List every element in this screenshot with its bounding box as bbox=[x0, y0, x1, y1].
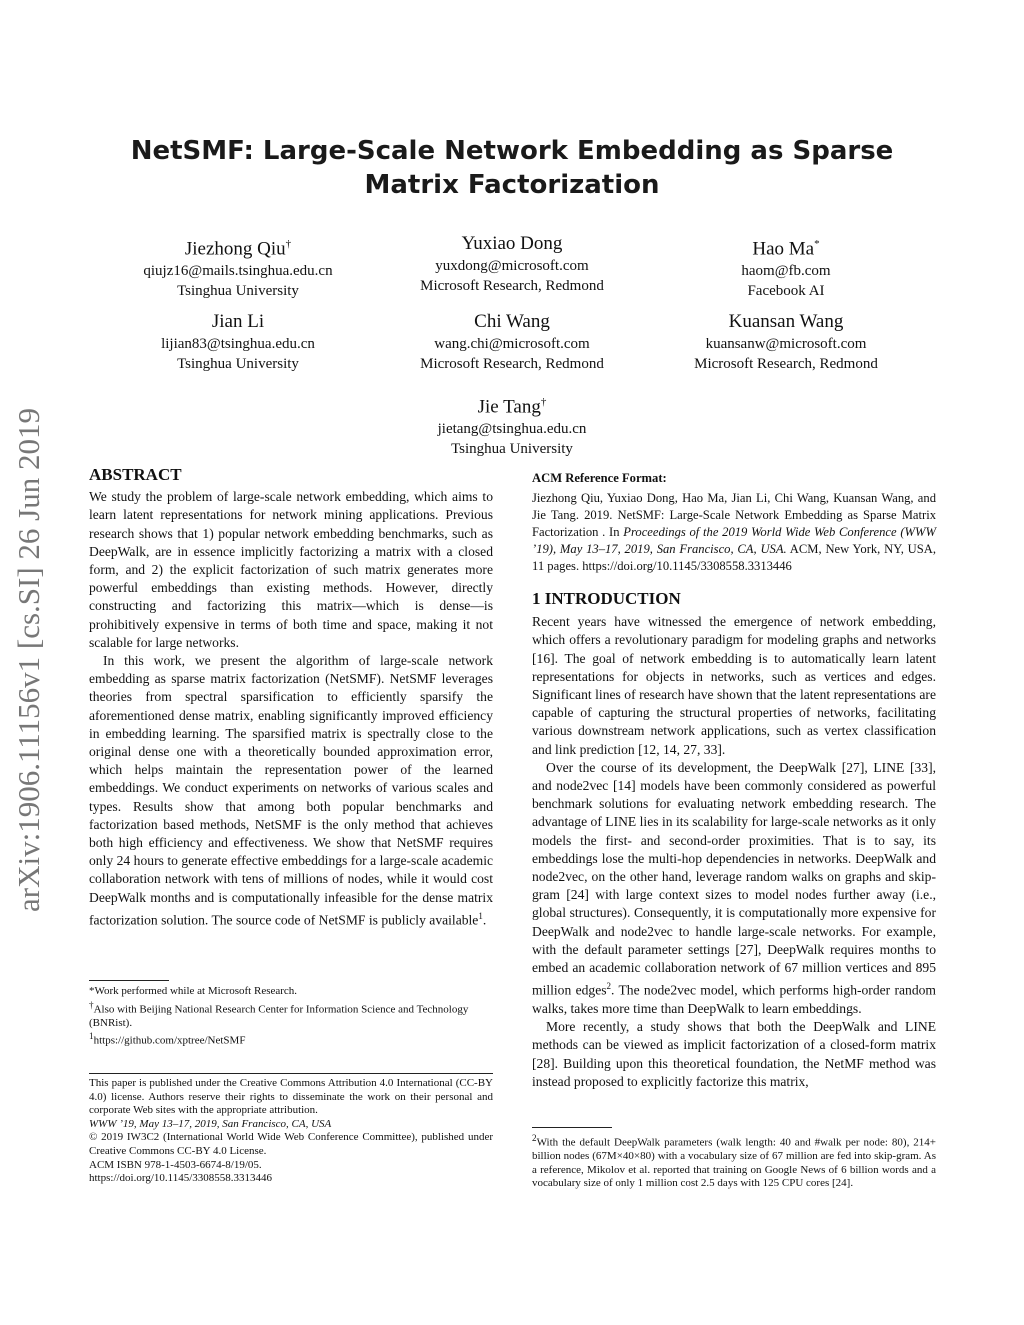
author-block bbox=[362, 232, 662, 296]
footnote-rule bbox=[532, 1127, 612, 1128]
author-name: Jie Tang bbox=[477, 396, 541, 418]
author-email[interactable]: yuxdong@microsoft.com bbox=[435, 258, 589, 274]
isbn-text: ACM ISBN 978-1-4503-6674-8/19/05. bbox=[89, 1158, 262, 1171]
author-affiliation: Tsinghua University bbox=[451, 441, 573, 458]
author-block bbox=[636, 232, 936, 301]
footnote: *Work performed while at Microsoft Research. bbox=[89, 985, 298, 997]
author-email[interactable]: jietang@tsinghua.edu.cn bbox=[437, 421, 587, 438]
footnote bbox=[89, 1030, 493, 1048]
license-rule bbox=[89, 1073, 493, 1074]
author-block bbox=[88, 232, 388, 301]
paper-title: NetSMF: Large-Scale Network Embedding as Sparse Matrix Factorization bbox=[130, 136, 894, 200]
author-email[interactable]: wang.chi@microsoft.com bbox=[434, 336, 590, 352]
license-box bbox=[89, 1077, 493, 1186]
author-affiliation: Microsoft Research, Redmond bbox=[694, 356, 878, 372]
author-affiliation: Tsinghua University bbox=[177, 356, 299, 372]
intro-paragraph: More recently, a study shows that both the DeepWalk and LINE methods can be viewed as implicit factorization of a closed-form matrix [28]. Building upon this theoretical foundation, the NetMF method was instead proposed to explicitly factorize this matrix, bbox=[532, 1019, 936, 1089]
footnote bbox=[532, 1132, 936, 1191]
intro-text-end: . The node2vec model, which performs high-order random walks, takes more time than DeepWalk to learn embeddings. bbox=[532, 982, 937, 1016]
doi-link[interactable]: https://doi.org/10.1145/3308558.3313446 bbox=[89, 1172, 273, 1185]
footnote-ref[interactable]: 2 bbox=[606, 981, 612, 992]
footnote-rule bbox=[89, 980, 169, 981]
abstract-paragraph bbox=[89, 652, 493, 930]
intro-paragraph bbox=[532, 759, 936, 1018]
author-email[interactable]: kuansanw@microsoft.com bbox=[705, 336, 867, 352]
footnote-ref[interactable]: 1 bbox=[478, 910, 483, 921]
footnote-mark: † bbox=[89, 999, 94, 1010]
abstract-heading: ABSTRACT bbox=[89, 465, 182, 484]
footnote-text: Also with Beijing National Research Center for Information Science and Technology (BNRist). bbox=[89, 1003, 469, 1029]
footnote-text: With the default DeepWalk parameters (walk length: 40 and #walk per node: 80), 214+ billion nodes (67M×40×80) with a vocabulary size of 67 million are fed into skip-gram. As a reference, Mikolov et al. reported that training on Google News of 6 billion words and a vocabulary size of only 1 million cost 2.5 days with 125 CPU cores [24]. bbox=[532, 1136, 936, 1190]
author-mark: † bbox=[540, 396, 547, 408]
author-name: Yuxiao Dong bbox=[461, 233, 563, 254]
author-name: Hao Ma bbox=[752, 238, 815, 260]
author-block bbox=[636, 310, 936, 374]
author-affiliation: Tsinghua University bbox=[177, 283, 299, 300]
abstract-section bbox=[89, 466, 493, 930]
arxiv-stamp: arXiv:1906.11156v1 [cs.SI] 26 Jun 2019 bbox=[11, 408, 46, 912]
footnotes-left bbox=[89, 985, 493, 1049]
author-email[interactable]: qiujz16@mails.tsinghua.edu.cn bbox=[143, 263, 333, 280]
author-block bbox=[88, 310, 388, 374]
author-block bbox=[362, 390, 662, 459]
acm-ref-heading: ACM Reference Format: bbox=[532, 471, 667, 485]
author-mark: * bbox=[814, 238, 820, 250]
introduction-section bbox=[532, 590, 936, 1091]
conference-info: WWW ’19, May 13–17, 2019, San Francisco, CA, USA bbox=[89, 1117, 332, 1130]
acm-ref-part: Jiezhong Qiu, Yuxiao Dong, Hao Ma, Jian Li, Chi Wang, Kuansan Wang, and Jie Tang. 2019. NetSMF: Large-Scale Network Embedding as Sparse Matrix Factorization . In bbox=[532, 491, 936, 539]
abstract-text-end: . bbox=[482, 912, 487, 928]
author-mark: † bbox=[285, 238, 292, 250]
footnote-mark: 1 bbox=[89, 1031, 94, 1042]
acm-ref-part: ACM, New York, NY, USA, 11 pages. https://doi.org/10.1145/3308558.3313446 bbox=[532, 542, 936, 573]
acm-ref-venue: Proceedings of the 2019 World Wide Web Conference (WWW ’19), May 13–17, 2019, San Francisco, CA, USA. bbox=[532, 525, 936, 556]
author-affiliation: Microsoft Research, Redmond bbox=[420, 278, 604, 294]
author-name: Jiezhong Qiu bbox=[184, 238, 286, 260]
license-text: This paper is published under the Creative Commons Attribution 4.0 International (CC-BY 4.0) license. Authors reserve their rights to disseminate the work on their personal and corporate Web sites with the appropriate attribution. bbox=[89, 1077, 493, 1117]
author-name: Kuansan Wang bbox=[728, 311, 844, 332]
copyright-text: © 2019 IW3C2 (International World Wide Web Conference Committee), published under Creative Commons CC-BY 4.0 License. bbox=[89, 1131, 493, 1157]
author-affiliation: Microsoft Research, Redmond bbox=[420, 356, 604, 372]
author-affiliation: Facebook AI bbox=[747, 283, 825, 300]
footnote-right bbox=[532, 1132, 936, 1191]
intro-heading: 1 INTRODUCTION bbox=[532, 589, 681, 608]
footnote-mark: 2 bbox=[532, 1133, 537, 1143]
acm-ref-text bbox=[532, 490, 936, 575]
abstract-paragraph: We study the problem of large-scale network embedding, which aims to learn latent representations for network mining applications. Previous research shows that 1) popular network embedding benchmarks, such as DeepWalk, are in essence implicitly factorizing a matrix with a closed form, and 2) the explicit factorization of such matrix generates more powerful embeddings than existing methods. However, directly constructing and factorizing this matrix—which is dense—is prohibitively expensive in terms of both time and space, making it not scalable for large networks. bbox=[89, 489, 493, 650]
intro-text: Over the course of its development, the DeepWalk [27], LINE [33], and node2vec [14] models have been commonly considered as powerful benchmark solutions for evaluating network embedding research. The advantage of LINE lies in its scalability for large-scale networks as it only models the first- and second-order proximities. That is to say, its embeddings lose the multi-hop dependencies in networks. DeepWalk and node2vec, on the other hand, leverage random walks on graphs and skip-gram [24] with large context sizes to model nodes further away (i.e., global structures). Consequently, it is computationally more expensive for DeepWalk and node2vec to handle large-scale networks. For example, with the default parameter settings [27], DeepWalk requires months to embed an academic collaboration network of 67 million vertices and 895 million edges bbox=[532, 759, 936, 998]
author-email[interactable]: haom@fb.com bbox=[741, 263, 831, 280]
footnote bbox=[89, 999, 493, 1031]
author-block bbox=[362, 310, 662, 374]
author-name: Chi Wang bbox=[474, 311, 550, 332]
footnote-link[interactable]: https://github.com/xptree/NetSMF bbox=[93, 1035, 246, 1048]
author-name: Jian Li bbox=[211, 311, 265, 332]
abstract-text: In this work, we present the algorithm of large-scale network embedding as sparse matrix factorization (NetSMF). NetSMF leverages theories from spectral sparsification to efficiently sparsify the aforementioned dense matrix, enabling significantly improved efficiency in embedding learning. The sparsified matrix is spectrally close to the original dense one with a theoretically bounded approximation error, which helps maintain the representation power of the learned embeddings. We conduct experiments on networks of various scales and types. Results show that among both popular benchmarks and factorization based methods, NetSMF is the only method that achieves both high efficiency and effectiveness. We show that NetSMF requires only 24 hours to generate effective embeddings for a large-scale academic collaboration network with tens of millions of nodes, while it would cost DeepWalk months and is computationally infeasible for the dense matrix factorization solution. The source code of NetSMF is publicly available bbox=[89, 653, 493, 928]
intro-paragraph: Recent years have witnessed the emergence of network embedding, which offers a revolutionary paradigm for modeling graphs and networks [16]. The goal of network embedding is to automatically learn latent representations for objects in networks, such as vertices and edges. Significant lines of research have shown that the latent representations are capable of capturing the structural properties of networks, facilitating various downstream network applications, such as vertex classification and link prediction [12, 14, 27, 33]. bbox=[532, 614, 936, 757]
author-email[interactable]: lijian83@tsinghua.edu.cn bbox=[161, 336, 315, 352]
acm-reference-section bbox=[532, 470, 936, 575]
